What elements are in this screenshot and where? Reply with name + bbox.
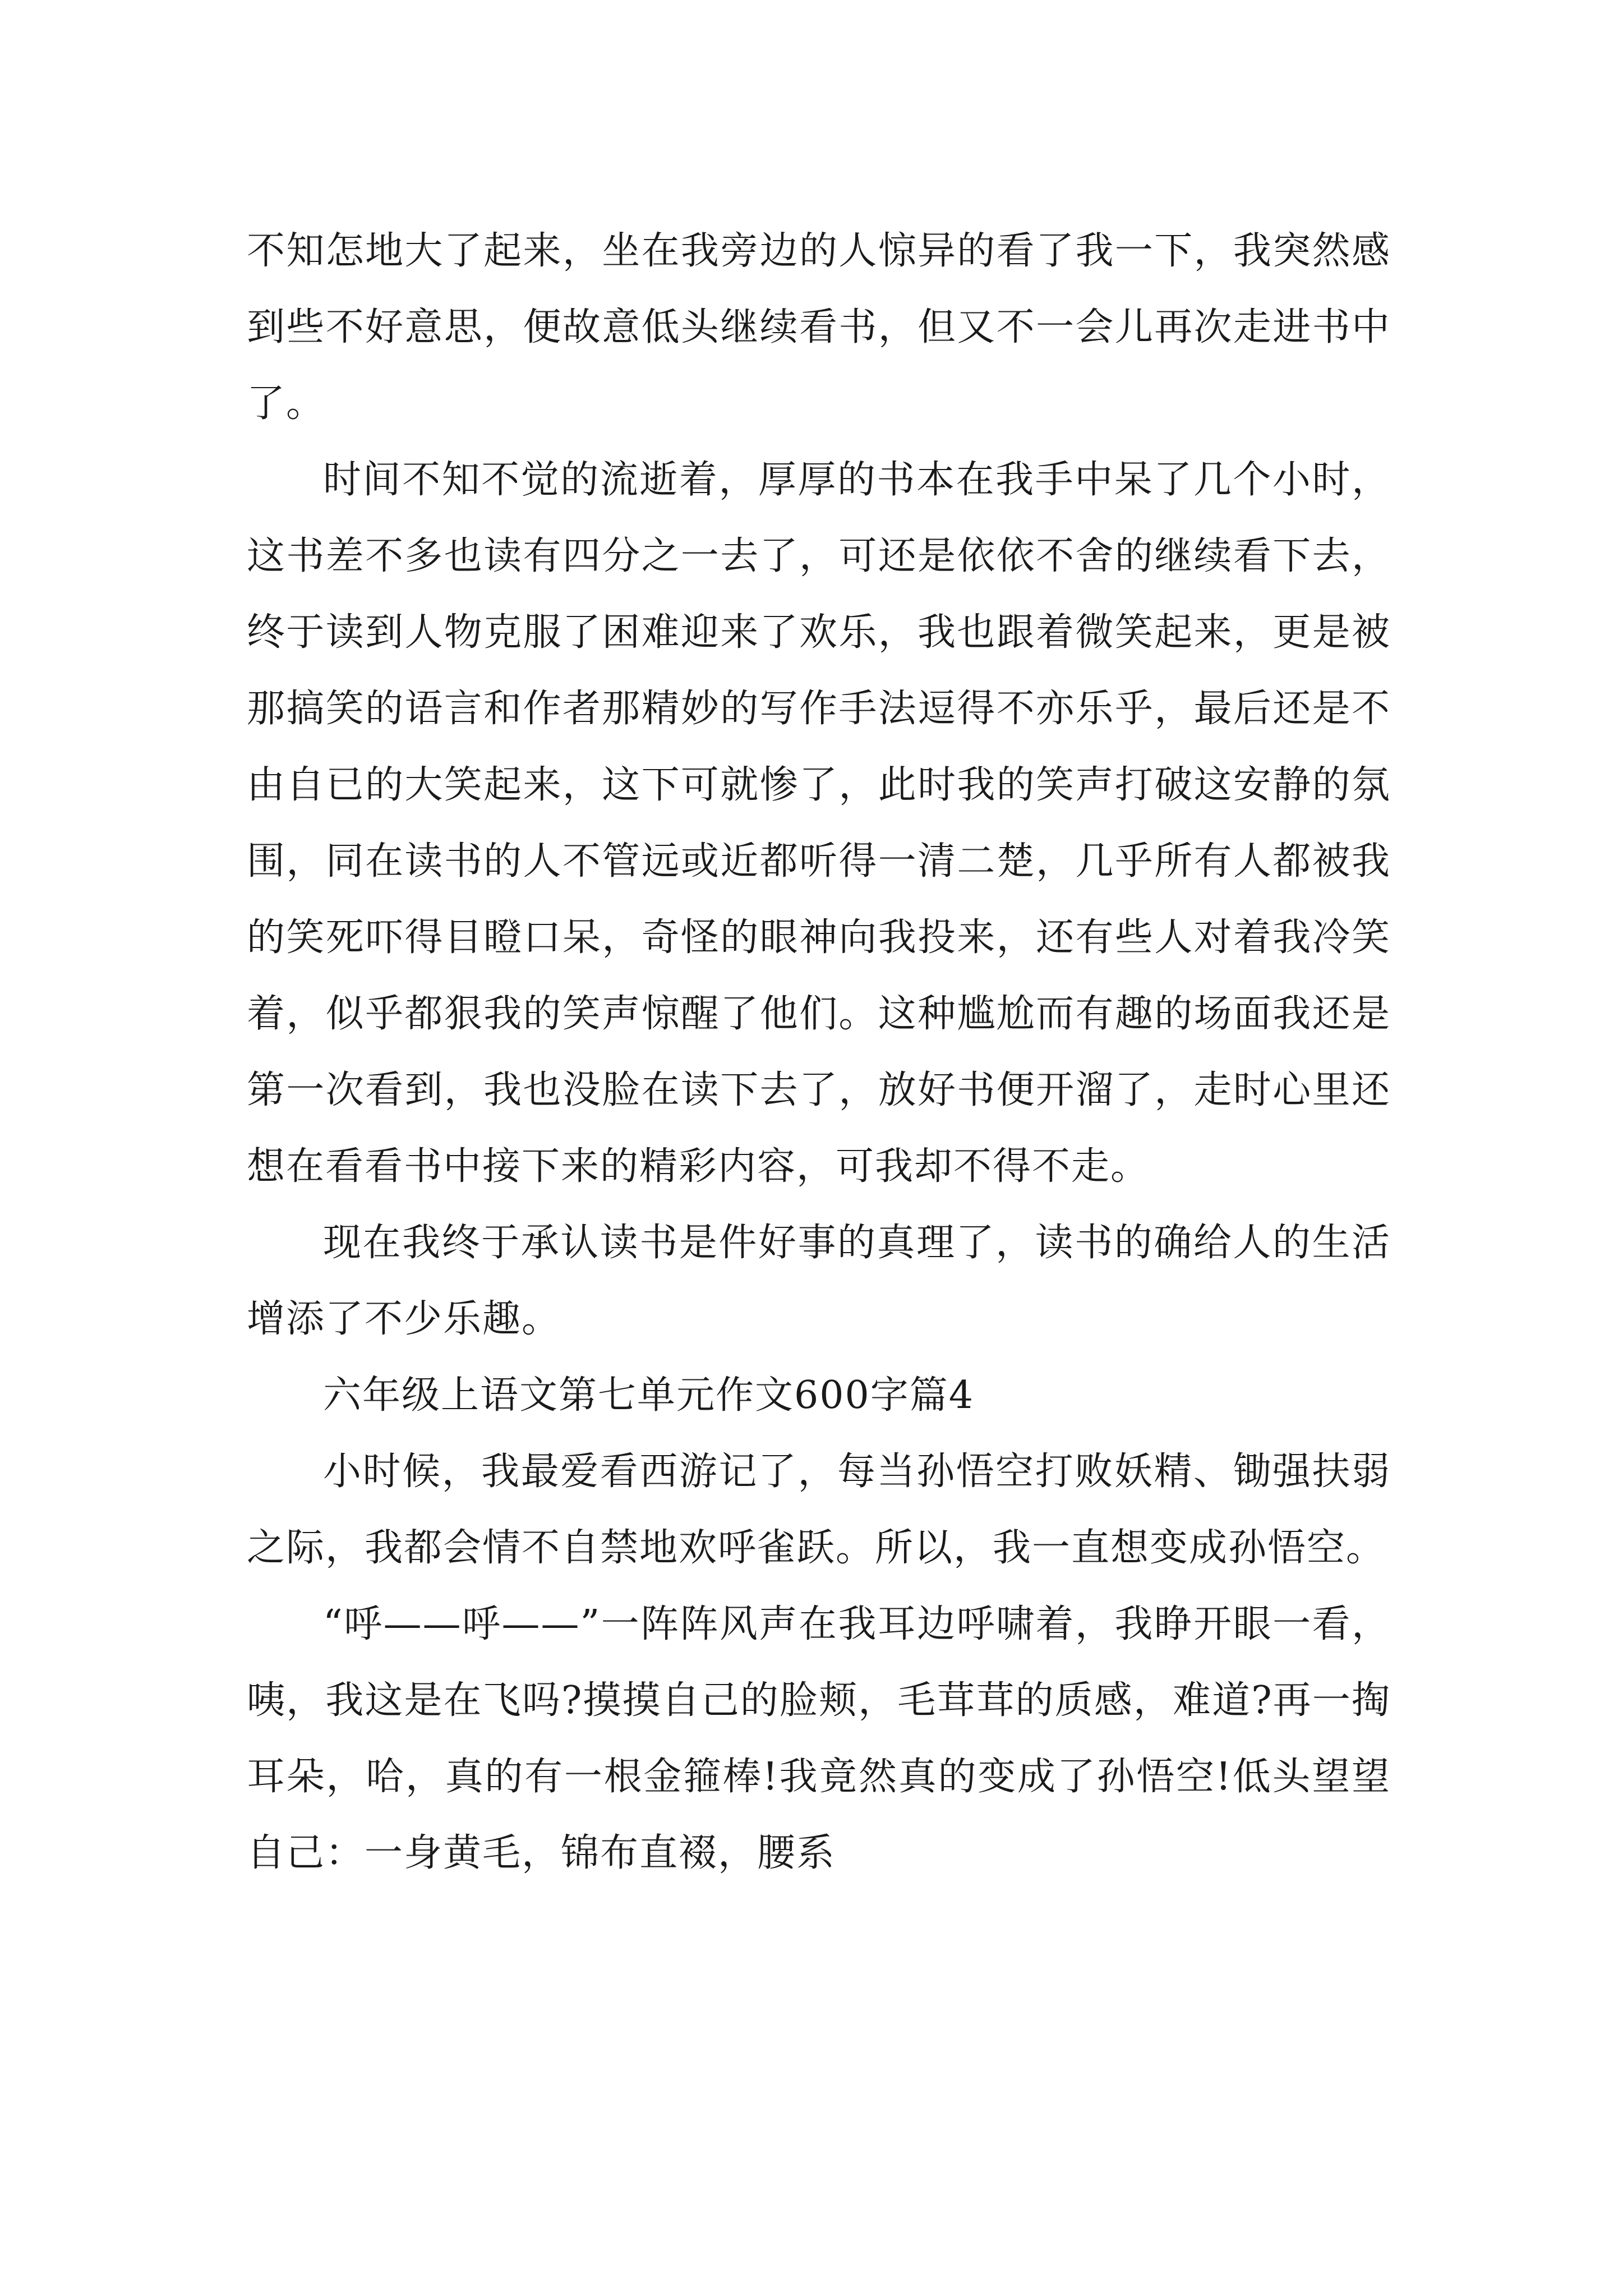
paragraph-2: 时间不知不觉的流逝着，厚厚的书本在我手中呆了几个小时，这书差不多也读有四分之一去了，可还是依依不舍的继续看下去，终于读到人物克服了困难迎来了欢乐，我也跟着微笑起来，更是被那搞笑的语言和作者那精妙的写作手法逗得不亦乐乎，最后还是不由自已的大笑起来，这下可就惨了，此时我的笑声打破这安静的氛围，同在读书的人不管远或近都听得一清二楚，几乎所有人都被我的笑死吓得目瞪口呆，奇怪的眼神向我投来，还有些人对着我冷笑着，似乎都狠我的笑声惊醒了他们。这种尴尬而有趣的场面我还是第一次看到，我也没脸在读下去了，放好书便开溜了，走时心里还想在看看书中接下来的精彩内容，可我却不得不走。 [247,458,1391,1189]
paragraph-1: 不知怎地大了起来，坐在我旁边的人惊异的看了我一下，我突然感到些不好意思，便故意低头继续看书，但又不一会儿再次走进书中了。 [247,229,1391,426]
document-page [247,213,1391,1892]
paragraph-4: 小时候，我最爱看西游记了，每当孙悟空打败妖精、锄强扶弱之际，我都会情不自禁地欢呼雀跃。所以，我一直想变成孙悟空。 [247,1450,1391,1570]
paragraph-3: 现在我终于承认读书是件好事的真理了，读书的确给人的生活增添了不少乐趣。 [247,1221,1391,1341]
section-heading: 六年级上语文第七单元作文600字篇4 [323,1373,975,1418]
paragraph-5: “呼——呼——”一阵阵风声在我耳边呼啸着，我睁开眼一看，咦，我这是在飞吗?摸摸自己的脸颊，毛茸茸的质感，难道?再一掏耳朵，哈，真的有一根金箍棒!我竟然真的变成了孙悟空!低头望望自己：一身黄毛，锦布直裰，腰系 [247,1602,1391,1875]
